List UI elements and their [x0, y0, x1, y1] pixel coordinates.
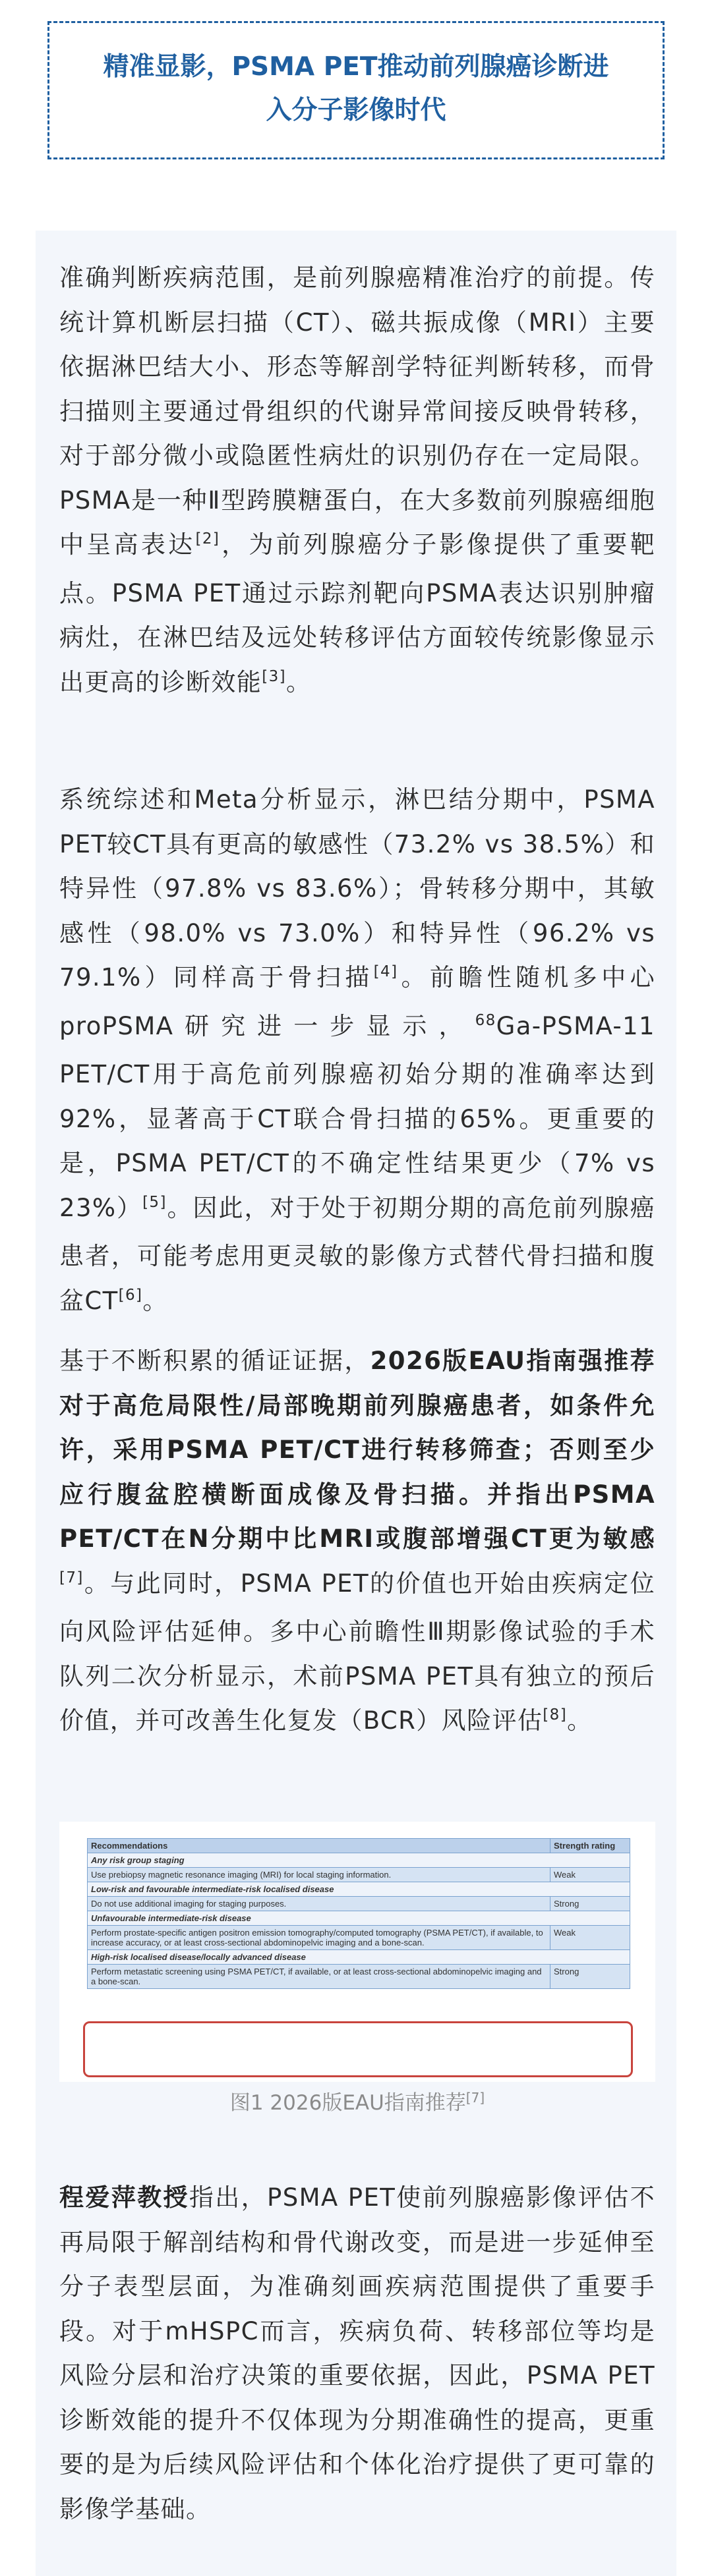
table-row-category	[88, 1911, 630, 1926]
figure-1-image	[59, 1822, 655, 2082]
recommendation-text: Use prebiopsy magnetic resonance imaging (MRI) for local staging information.	[88, 1868, 550, 1882]
expert-name: 程爱萍教授	[59, 2183, 189, 2212]
title-box	[47, 21, 665, 159]
paragraph-2-text: 。前瞻性随机多中心proPSMA研究进一步显示，	[59, 963, 655, 1040]
table-row	[88, 1868, 630, 1882]
highlight-box	[83, 2021, 633, 2077]
paragraph-2-text: Ga-PSMA-11 PET/CT用于高危前列腺癌初始分期的准确率达到92%，显著高于CT联合骨扫描的65%。更重要的是，PSMA PET/CT的不确定性结果更少（7% vs 23%）	[59, 1011, 655, 1222]
reference-6: [6]	[118, 1286, 143, 1304]
title-line-2: 入分子影像时代	[266, 96, 446, 125]
paragraph-2-text: 。因此，对于处于初期分期的高危前列腺癌患者，可能考虑用更灵敏的影像方式替代骨扫描和腹盆CT	[59, 1193, 655, 1315]
strength-rating: Strong	[550, 1965, 630, 1989]
paragraph-4	[59, 2175, 655, 2531]
paragraph-3-text: 。	[567, 1706, 593, 1735]
eau-guideline-table	[87, 1838, 630, 1989]
table-row	[88, 1965, 630, 1989]
category-label: High-risk localised disease/locally advanced disease	[88, 1950, 630, 1965]
category-label: Low-risk and favourable intermediate-risk localised disease	[88, 1882, 630, 1897]
table-row-category	[88, 1882, 630, 1897]
page-title	[65, 45, 647, 132]
paragraph-2	[59, 777, 655, 1327]
paragraph-3-text: 基于不断积累的循证证据，	[59, 1347, 371, 1375]
reference-7: [7]	[59, 1569, 84, 1586]
reference-3: [3]	[262, 667, 286, 685]
paragraph-1-text: 准确判断疾病范围，是前列腺癌精准治疗的前提。传统计算机断层扫描（CT）、磁共振成像（MRI）主要依据淋巴结大小、形态等解剖学特征判断转移，而骨扫描则主要通过骨组织的代谢异常间接反映骨转移，对于部分微小或隐匿性病灶的识别仍存在一定局限。PSMA是一种Ⅱ型跨膜糖蛋白，在大多数前列腺癌细胞中呈高表达	[59, 264, 655, 559]
reference-8: [8]	[543, 1706, 568, 1723]
paragraph-2-text: 系统综述和Meta分析显示，淋巴结分期中，PSMA PET较CT具有更高的敏感性（73.2% vs 38.5%）和特异性（97.8% vs 83.6%）；骨转移分期中，其敏感性（98.0% vs 73.0%）和特异性（96.2% vs 79.1%）同样高于骨扫描	[59, 785, 655, 992]
recommendation-text: Perform metastatic screening using PSMA PET/CT, if available, or at least cross-sectional abdominopelvic imaging and a bone-scan.	[88, 1965, 550, 1989]
strength-rating: Strong	[550, 1897, 630, 1911]
paragraph-1	[59, 256, 655, 708]
strength-rating: Weak	[550, 1926, 630, 1950]
paragraph-1-text: ，为前列腺癌分子影像提供了重要靶点。PSMA PET通过示踪剂靶向PSMA表达识别肿瘤病灶，在淋巴结及远处转移评估方面较传统影像显示出更高的诊断效能	[59, 530, 655, 696]
paragraph-1-text: 。	[285, 667, 312, 696]
paragraph-4-text: 指出，PSMA PET使前列腺癌影像评估不再局限于解剖结构和骨代谢改变，而是进一步延伸至分子表型层面，为准确刻画疾病范围提供了重要手段。对于mHSPC而言，疾病负荷、转移部位等均是风险分层和治疗决策的重要依据，因此，PSMA PET诊断效能的提升不仅体现为分期准确性的提高，更重要的是为后续风险评估和个体化治疗提供了更可靠的影像学基础。	[59, 2183, 656, 2523]
caption-reference: [7]	[465, 2090, 485, 2106]
guideline-recommendation-bold: 2026版EAU指南强推荐对于高危局限性/局部晚期前列腺癌患者，如条件允许，采用PSMA PET/CT进行转移筛查；否则至少应行腹盆腔横断面成像及骨扫描。并指出PSMA PET/CT在N分期中比MRI或腹部增强CT更为敏感	[59, 1347, 655, 1553]
caption-text: 图1 2026版EAU指南推荐	[229, 2091, 466, 2115]
reference-5: [5]	[142, 1193, 167, 1211]
recommendation-text: Perform prostate-specific antigen positron emission tomography/computed tomography (PSMA PET/CT), if available, to increase accuracy, or at least cross-sectional abdominopelvic imaging and a bone-scan.	[88, 1926, 550, 1950]
table-header-recommendations: Recommendations	[88, 1839, 550, 1853]
category-label: Unfavourable intermediate-risk disease	[88, 1911, 630, 1926]
category-label: Any risk group staging	[88, 1853, 630, 1868]
strength-rating: Weak	[550, 1868, 630, 1882]
isotope-mass-number: 68	[475, 1011, 496, 1029]
paragraph-2-text: 。	[142, 1286, 168, 1315]
table-row-category	[88, 1853, 630, 1868]
reference-2: [2]	[195, 530, 220, 547]
table-header-strength-rating: Strength rating	[550, 1839, 630, 1853]
paragraph-3-text: 。与此同时，PSMA PET的价值也开始由疾病定位向风险评估延伸。多中心前瞻性Ⅲ期影像试验的手术队列二次分析显示，术前PSMA PET具有独立的预后价值，并可改善生化复发（BCR）风险评估	[59, 1569, 655, 1735]
table-row	[88, 1897, 630, 1911]
reference-4: [4]	[373, 963, 398, 980]
paragraph-3	[59, 1339, 655, 1747]
figure-caption	[59, 2087, 655, 2121]
table-row-category	[88, 1950, 630, 1965]
table-row	[88, 1926, 630, 1950]
title-line-1: 精准显影，PSMA PET推动前列腺癌诊断进	[103, 52, 609, 82]
table-header-row	[88, 1839, 630, 1853]
recommendation-text: Do not use additional imaging for staging purposes.	[88, 1897, 550, 1911]
